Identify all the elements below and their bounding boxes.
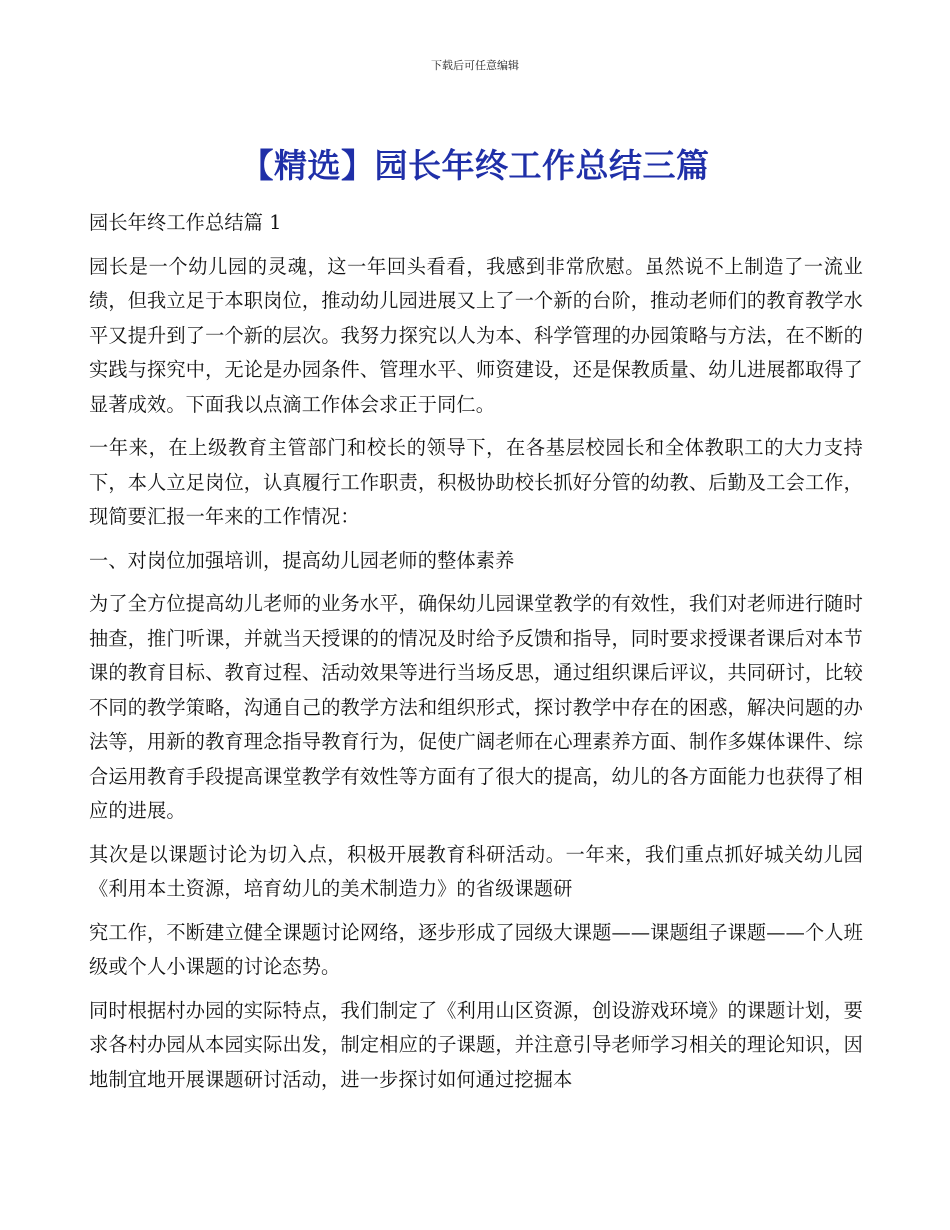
document-body [89,206,863,1106]
paragraph: 其次是以课题讨论为切入点，积极开展教育科研活动。一年来，我们重点抓好城关幼儿园《利用本土资源，培育幼儿的美术制造力》的省级课题研 [89,842,863,900]
paragraph: 同时根据村办园的实际特点，我们制定了《利用山区资源，创设游戏环境》的课题计划，要求各村办园从本园实际出发，制定相应的子课题，并注意引导老师学习相关的理论知识，因地制宜地开展课题研讨活动，进一步探讨如何通过挖掘本 [89,998,863,1091]
paragraph: 究工作，不断建立健全课题讨论网络，逐步形成了园级大课题——课题组子课题——个人班级或个人小课题的讨论态势。 [89,920,863,978]
header-note: 下载后可任意编辑 [431,59,519,72]
section-heading: 一、对岗位加强培训，提高幼儿园老师的整体素养 [89,548,515,572]
document-title: 【精选】园长年终工作总结三篇 [240,146,710,185]
paragraph: 园长是一个幼儿园的灵魂，这一年回头看看，我感到非常欣慰。虽然说不上制造了一流业绩，但我立足于本职岗位，推动幼儿园进展又上了一个新的台阶，推动老师们的教育教学水平又提升到了一个新的层次。我努力探究以人为本、科学管理的办园策略与方法，在不断的实践与探究中，无论是办园条件、管理水平、师资建设，还是保教质量、幼儿进展都取得了显著成效。下面我以点滴工作体会求正于同仁。 [89,254,863,416]
paragraph: 为了全方位提高幼儿老师的业务水平，确保幼儿园课堂教学的有效性，我们对老师进行随时抽查，推门听课，并就当天授课的的情况及时给予反馈和指导，同时要求授课者课后对本节课的教育目标、教育过程、活动效果等进行当场反思，通过组织课后评议，共同研讨，比较不同的教学策略，沟通自己的教学方法和组织形式，探讨教学中存在的困惑，解决问题的办法等，用新的教育理念指导教育行为，促使广阔老师在心理素养方面、制作多媒体课件、综合运用教育手段提高课堂教学有效性等方面有了很大的提高，幼儿的各方面能力也获得了相应的进展。 [89,592,863,822]
section-label: 园长年终工作总结篇 1 [89,211,282,234]
paragraph: 一年来，在上级教育主管部门和校长的领导下，在各基层校园长和全体教职工的大力支持下，本人立足岗位，认真履行工作职责，积极协助校长抓好分管的幼教、后勤及工会工作，现简要汇报一年来的工作情况： [89,436,863,528]
